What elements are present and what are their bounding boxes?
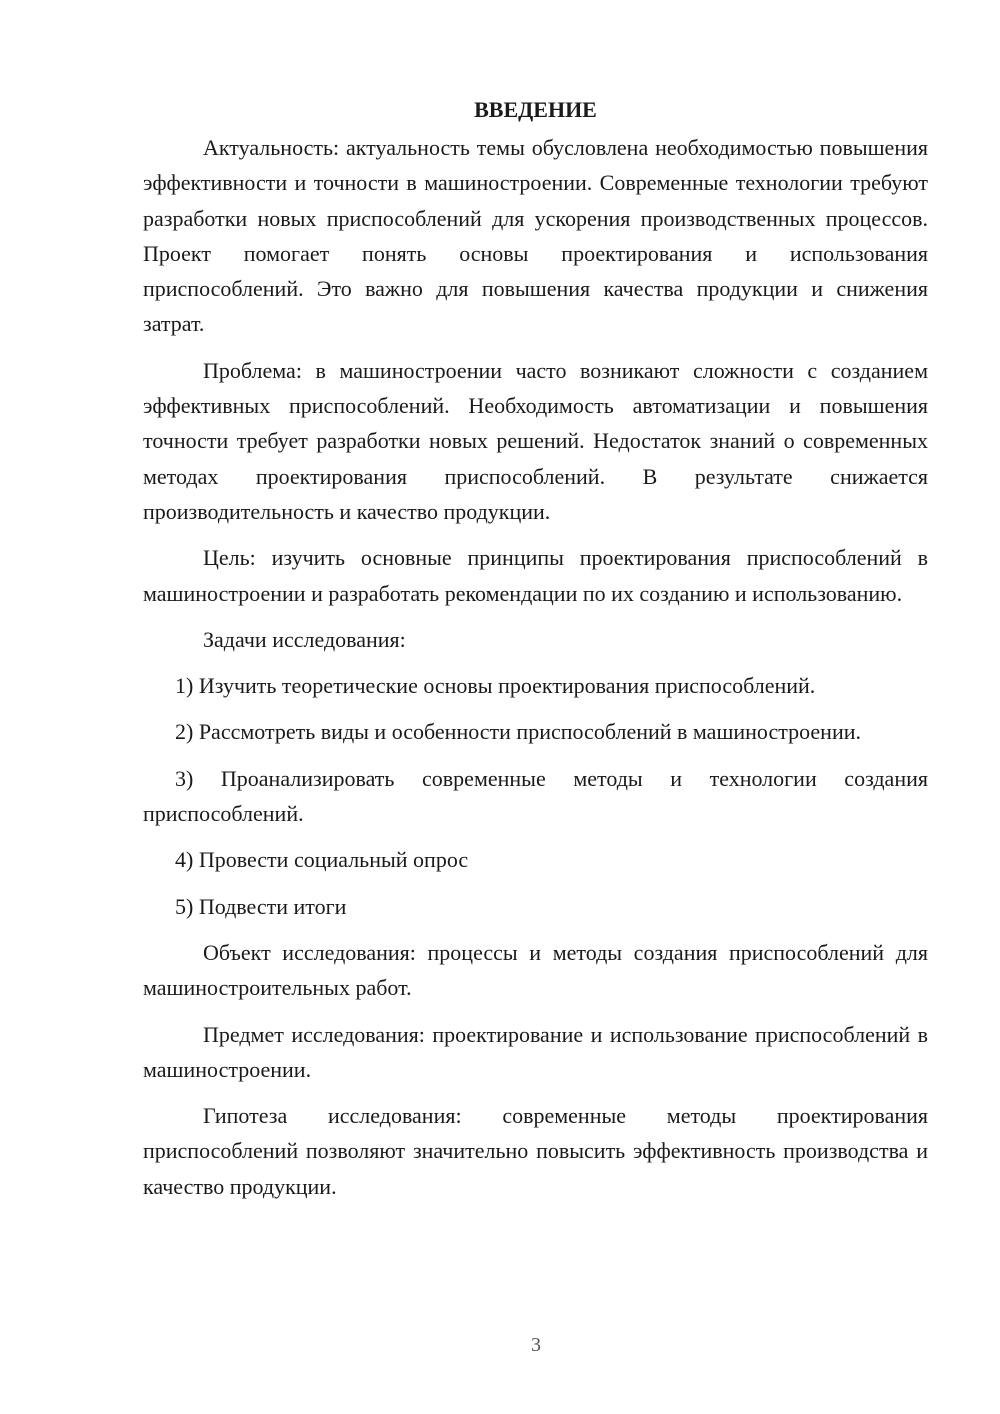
task-item-2: 2) Рассмотреть виды и особенности приспособлений в машиностроении.	[175, 719, 861, 745]
task-item-5: 5) Подвести итоги	[175, 893, 347, 919]
relevance-paragraph: Актуальность: актуальность темы обусловлена необходимостью повышения эффективности и точности в машиностроении. Современные технологии требуют разработки новых приспособлений для ускорения производственных процессов. Проект помогает понять основы проектирования и использования приспособлений. Это важно для повышения качества продукции и снижения затрат.	[143, 135, 928, 337]
goal-paragraph: Цель: изучить основные принципы проектирования приспособлений в машиностроении и разработать рекомендации по их созданию и использованию.	[143, 545, 928, 606]
task-item-3: 3) Проанализировать современные методы и технологии создания приспособлений.	[143, 765, 928, 827]
task-item-4: 4) Провести социальный опрос	[175, 847, 469, 873]
page-number: 3	[531, 1334, 541, 1356]
problem-paragraph: Проблема: в машиностроении часто возникают сложности с созданием эффективных приспособлений. Необходимость автоматизации и повышения точности требует разработки новых решений. Недостаток знаний о современных методах проектирования приспособлений. В результате снижается производительность и качество продукции.	[143, 357, 928, 524]
subject-paragraph: Предмет исследования: проектирование и использование приспособлений в машиностроении.	[143, 1021, 928, 1082]
tasks-title: Задачи исследования:	[203, 626, 406, 652]
page-title: ВВЕДЕНИЕ	[474, 97, 597, 122]
hypothesis-paragraph: Гипотеза исследования: современные методы проектирования приспособлений позволяют значительно повысить эффективность производства и качество продукции.	[143, 1103, 928, 1199]
object-paragraph: Объект исследования: процессы и методы создания приспособлений для машиностроительных работ.	[143, 939, 928, 1001]
task-item-1: 1) Изучить теоретические основы проектирования приспособлений.	[175, 673, 816, 699]
document-page	[143, 90, 928, 1204]
